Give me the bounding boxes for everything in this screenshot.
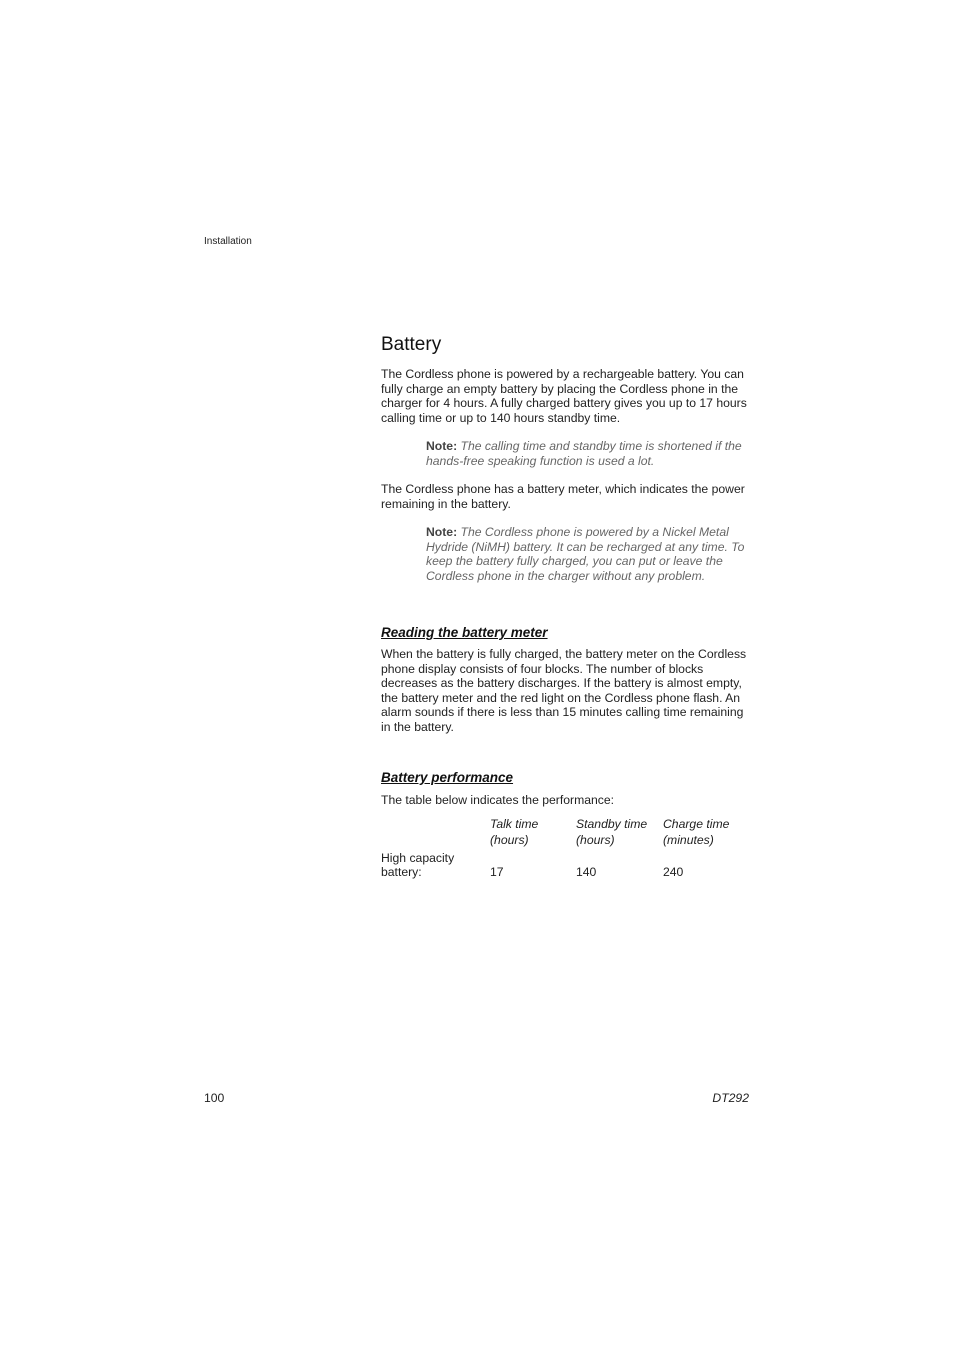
column-header-talk-time: Talk time (hours) [490, 816, 539, 847]
column-header-charge-time: Charge time (minutes) [663, 816, 730, 847]
note-nimh-battery [426, 525, 753, 583]
column-header-standby-time: Standby time (hours) [576, 816, 648, 847]
note-calling-time [426, 439, 753, 468]
reading-meter-paragraph: When the battery is fully charged, the battery meter on the Cordless phone display consists of four blocks. The number of blocks decreases as the battery discharges. If the battery is almost empty, the battery meter and the red light on the Cordless phone flash. An alarm sounds if there is less than 15 minutes calling time remaining in the battery. [381, 647, 747, 734]
reading-meter-heading: Reading the battery meter [381, 625, 548, 640]
main-content [381, 333, 753, 880]
page-number: 100 [204, 1091, 225, 1105]
model-name: DT292 [712, 1091, 749, 1105]
note-label: Note: [426, 439, 458, 453]
talk-time-value: 17 [490, 864, 504, 879]
charge-time-value: 240 [663, 864, 684, 879]
battery-heading: Battery [381, 334, 442, 355]
note-label: Note: [426, 525, 458, 539]
performance-intro: The table below indicates the performance: [381, 793, 615, 807]
row-label-high-capacity: High capacity battery: [381, 850, 455, 879]
battery-intro-paragraph: The Cordless phone is powered by a rechargeable battery. You can fully charge an empty battery by placing the Cordless phone in the charger for 4 hours. A fully charged battery gives you up to 17 hours calling time or up to 140 hours standby time. [381, 367, 747, 425]
note-text: The Cordless phone is powered by a Nickel Metal Hydride (NiMH) battery. It can be recharged at any time. To keep the battery fully charged, you can put or leave the Cordless phone in the charger without any problem. [426, 525, 745, 583]
note-text: The calling time and standby time is shortened if the hands-free speaking function is used a lot. [426, 439, 742, 468]
performance-heading: Battery performance [381, 770, 514, 785]
performance-table [381, 816, 753, 880]
running-header: Installation [204, 236, 252, 247]
battery-meter-paragraph: The Cordless phone has a battery meter, which indicates the power remaining in the battery. [381, 482, 745, 511]
standby-time-value: 140 [576, 864, 597, 879]
